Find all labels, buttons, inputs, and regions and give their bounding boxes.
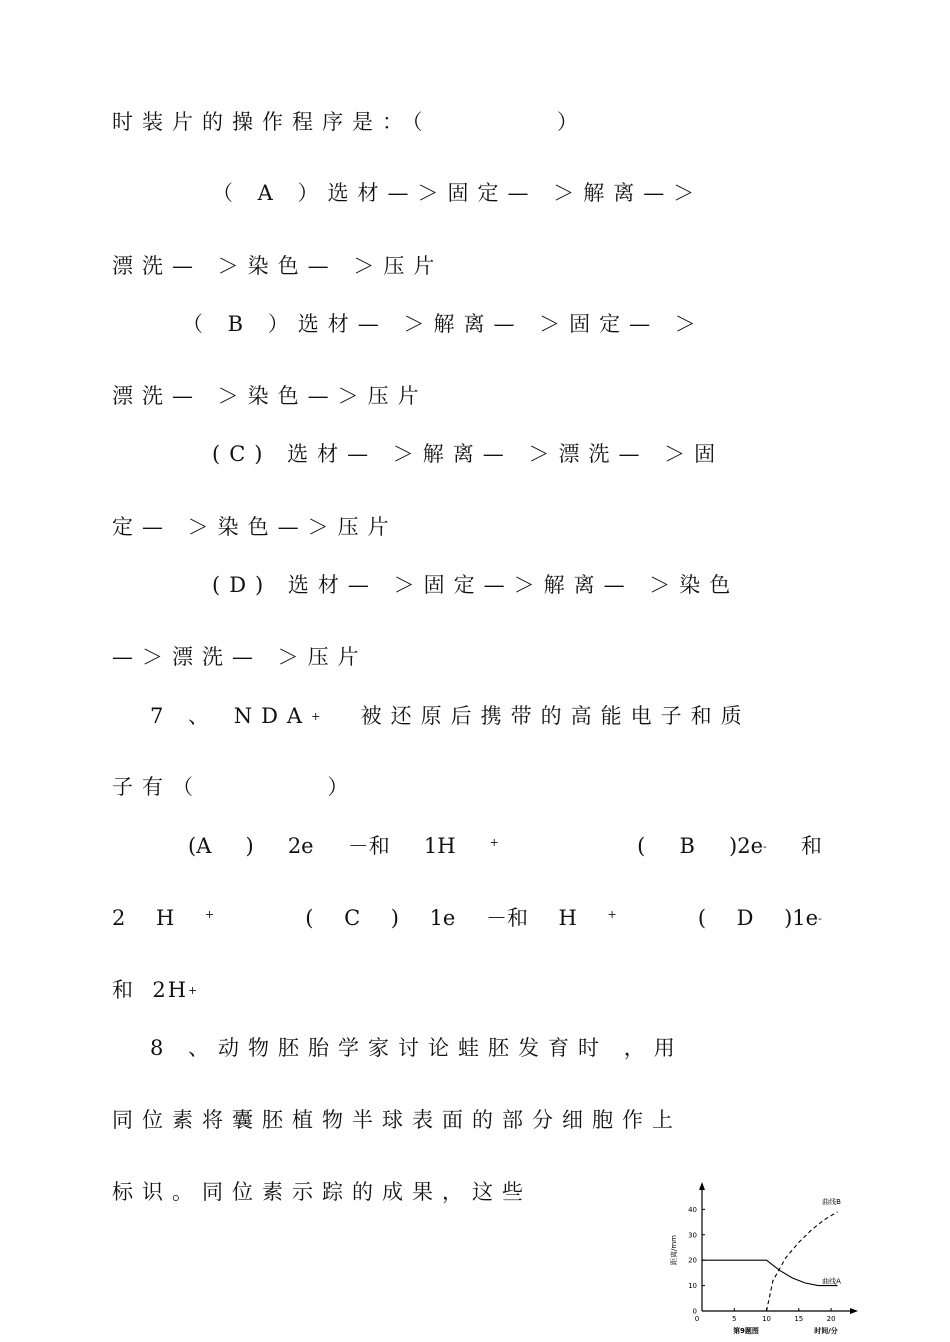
opt-d-electrons-text: )1e (784, 906, 819, 930)
option-a-line-2: 漂洗— ＞染色— ＞压片 (112, 254, 444, 278)
question-7-text: 被还原后携带的高能电子和质 (360, 704, 751, 728)
x-axis-label: 时间/分 (814, 1327, 838, 1335)
opt-a-open: (A (188, 834, 212, 858)
opt-c-plus: + (607, 908, 617, 921)
series-label: 曲线A (822, 1277, 841, 1286)
opt-c-close: ) (390, 906, 399, 930)
opt-a-close: ) (245, 834, 254, 858)
opt-c-and: －和 (485, 906, 528, 930)
option-c-line-1: (C) 选材— ＞解离— ＞漂洗— ＞固 (212, 442, 725, 466)
opt-b-electrons (729, 832, 767, 860)
opt-c-open: ( (305, 906, 314, 930)
question-7-number: 7 、 NDA (150, 704, 312, 728)
x-tick-label: 0 (694, 1315, 700, 1323)
opt-d-open: ( (697, 906, 707, 930)
series-line (767, 1212, 838, 1311)
option-b-line-2: 漂洗— ＞染色—＞压片 (112, 384, 428, 408)
opt-d-electrons (784, 904, 822, 932)
opt-d-tail-plus: + (188, 984, 200, 997)
opt-b-h-plus: + (204, 908, 215, 921)
question-7-line-2: 子有（ ） (112, 775, 358, 799)
option-d-line-2: —＞漂洗— ＞压片 (112, 645, 368, 669)
question-7-line-3 (112, 976, 822, 1004)
opt-c-letter: C (344, 906, 361, 930)
superscript-plus: + (311, 710, 330, 723)
opt-b-two: 2 (112, 906, 126, 930)
opt-c-h: H (558, 906, 577, 930)
series-label: 曲线B (822, 1197, 841, 1206)
y-tick-label: 30 (688, 1231, 697, 1240)
opt-a-and: －和 (347, 834, 390, 858)
graph-labels (669, 1197, 841, 1335)
question-8-line-1: 8 、动物胚胎学家讨论蛙胚发育时 ，用 (150, 1036, 684, 1060)
option-a-line-1: （ A ）选材—＞固定— ＞解离—＞ (212, 181, 704, 205)
opt-b-open: ( (637, 834, 646, 858)
opt-d-tail: 和 2H (112, 978, 189, 1002)
series-line (702, 1260, 838, 1285)
opt-c-electrons: 1e (429, 906, 456, 930)
y-axis-arrow (699, 1182, 705, 1190)
opt-b-letter: B (679, 834, 695, 858)
question-8-line-3: 标识。同位素示踪的成果，这些 (112, 1180, 532, 1204)
y-tick-label: 40 (688, 1205, 697, 1214)
question-7-options-1 (188, 832, 822, 860)
x-tick-label: 5 (732, 1315, 737, 1323)
y-tick-label: 20 (688, 1256, 697, 1265)
opt-a-plus: + (489, 836, 499, 849)
graph-series (702, 1212, 838, 1311)
question-line-1: 时装片的操作程序是：（ ） (112, 110, 587, 134)
opt-b-electrons-text: )2e (729, 834, 764, 858)
opt-a-electrons: 2e (287, 834, 314, 858)
x-tick-label: 15 (794, 1315, 804, 1323)
distance-time-graph (664, 1180, 864, 1342)
figure-caption: 第9题图 (733, 1327, 759, 1335)
option-c-line-2: 定— ＞染色—＞压片 (112, 515, 398, 539)
x-tick-label: 10 (762, 1315, 772, 1323)
opt-b-and: 和 (800, 834, 822, 858)
question-7-options-2 (112, 904, 822, 932)
y-axis-label: 距离/mm (670, 1235, 678, 1265)
opt-d-minus: - (818, 912, 822, 925)
y-tick-label: 10 (688, 1282, 697, 1291)
opt-b-minus: - (763, 840, 767, 853)
question-8-line-2: 同位素将囊胚植物半球表面的部分细胞作上 (112, 1108, 682, 1132)
opt-b-h: H (155, 906, 175, 930)
opt-a-protons: 1H (423, 834, 456, 858)
option-d-line-1: (D) 选材— ＞固定—＞解离— ＞染色 (212, 573, 740, 597)
x-tick-label: 20 (826, 1315, 836, 1323)
opt-d-letter: D (736, 906, 754, 930)
y-tick-label: 0 (692, 1307, 697, 1316)
question-7-line-1 (150, 702, 822, 730)
option-b-line-1: （ B ）选材— ＞解离— ＞固定— ＞ (182, 312, 705, 336)
x-axis-arrow (850, 1308, 858, 1314)
